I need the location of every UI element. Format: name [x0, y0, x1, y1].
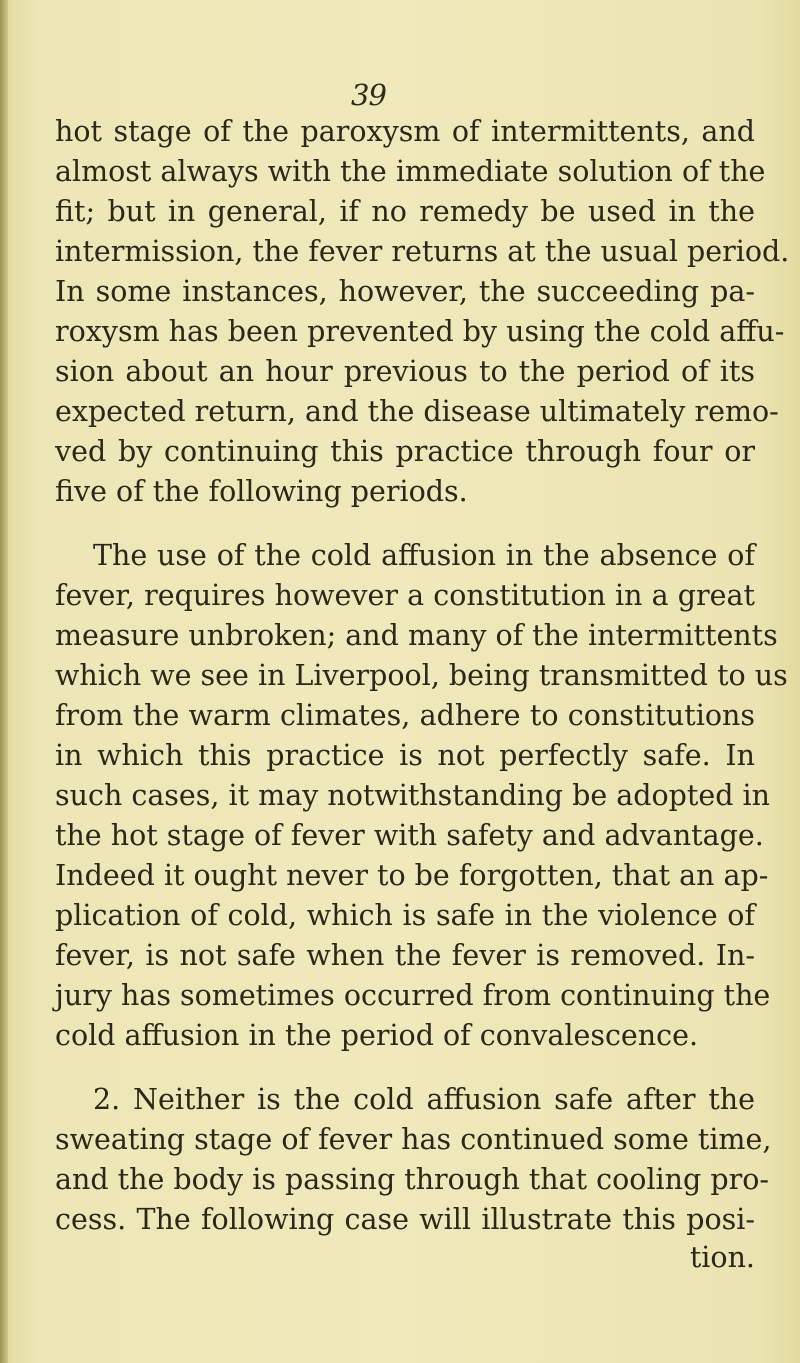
- text-line: from the warm climates, adhere to constitutions: [55, 699, 755, 732]
- text-line: such cases, it may notwithstanding be adopted in: [55, 779, 770, 812]
- text-line: expected return, and the disease ultimately remo-: [55, 395, 779, 428]
- text-line: cess. The following case will illustrate this posi-: [55, 1203, 755, 1236]
- text-line: intermission, the fever returns at the usual period.: [55, 235, 790, 268]
- text-line: and the body is passing through that cooling pro-: [55, 1163, 769, 1196]
- text-line: cold affusion in the period of convalescence.: [55, 1019, 699, 1052]
- text-line: fever, is not safe when the fever is removed. In-: [55, 939, 755, 972]
- page-number: 39: [351, 78, 386, 112]
- text-line: ved by continuing this practice through four or: [55, 435, 755, 468]
- text-line: tion.: [689, 1241, 755, 1274]
- text-line: fit; but in general, if no remedy be used in the: [55, 195, 755, 228]
- text-line: 2. Neither is the cold affusion safe after the: [93, 1083, 755, 1116]
- text-line: Indeed it ought never to be forgotten, that an ap-: [55, 859, 769, 892]
- page-gutter: [0, 0, 8, 1363]
- text-line: plication of cold, which is safe in the violence of: [55, 899, 755, 932]
- text-line: the hot stage of fever with safety and advantage.: [55, 819, 764, 852]
- text-line: five of the following periods.: [55, 475, 468, 508]
- text-line: In some instances, however, the succeeding pa-: [55, 275, 755, 308]
- text-line: hot stage of the paroxysm of intermittents, and: [55, 115, 755, 148]
- text-line: sweating stage of fever has continued some time,: [55, 1123, 772, 1156]
- text-line: measure unbroken; and many of the intermittents: [55, 619, 778, 652]
- text-line: jury has sometimes occurred from continuing the: [55, 979, 771, 1012]
- text-line: sion about an hour previous to the period of its: [55, 355, 755, 388]
- text-line: in which this practice is not perfectly safe. In: [55, 739, 755, 772]
- text-line: fever, requires however a constitution in a great: [55, 579, 755, 612]
- text-line: roxysm has been prevented by using the cold affu-: [55, 315, 785, 348]
- text-line: which we see in Liverpool, being transmitted to us: [55, 659, 788, 692]
- text-line: almost always with the immediate solution of the: [55, 155, 766, 188]
- text-line: The use of the cold affusion in the absence of: [93, 539, 755, 572]
